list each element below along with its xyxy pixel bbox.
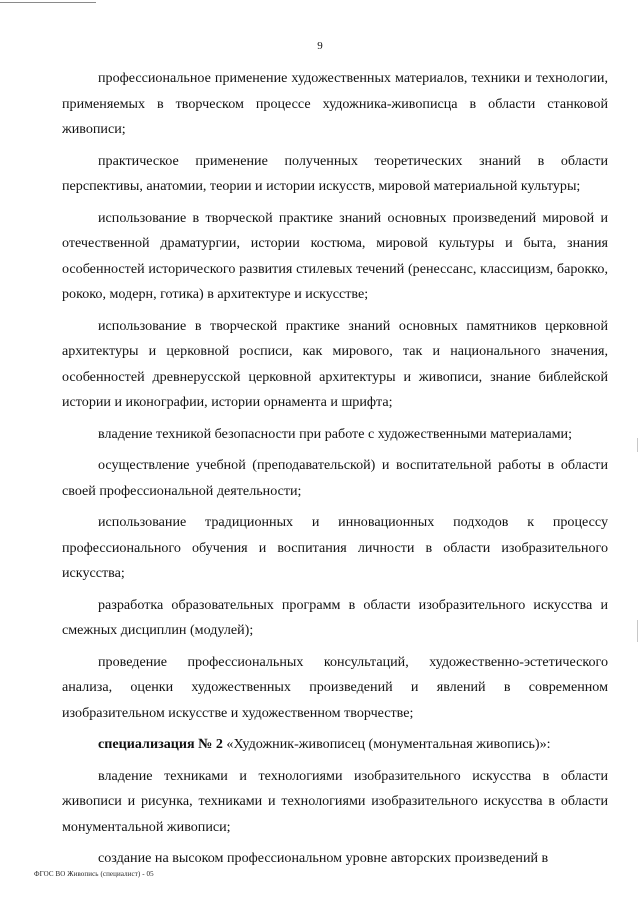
page-footer: ФГОС ВО Живопись (специалист) - 05 [34, 870, 154, 878]
paragraph-7: использование традиционных и инновационных подходов к процессу профессионального обучения и воспитания личности в области изобразительного искусства; [62, 514, 608, 581]
paragraph-2: практическое применение полученных теоретических знаний в области перспективы, анатомии, теории и истории искусств, мировой материальной культуры; [62, 152, 608, 194]
paragraph-1: профессиональное применение художественных материалов, техники и технологии, применяемых в творческом процессе художника-живописца в области станковой живописи; [62, 70, 608, 137]
paragraph-3: использование в творческой практике знаний основных произведений мировой и отечественной драматургии, истории костюма, мировой культуры и быта, знания особенностей исторического развития стилевых течений (ренессанс, классицизм, барокко, рококо, модерн, готика) в архитектуре и искусстве; [62, 209, 608, 302]
document-body [62, 66, 608, 878]
scan-margin-mark [637, 438, 638, 452]
paragraph-9: проведение профессиональных консультаций, художественно-эстетического анализа, оценки художественных произведений и явлений в современном изобразительном искусстве и художественном творчестве; [62, 653, 608, 721]
specialization-heading [62, 732, 608, 758]
specialization-label: специализация № 2 [98, 736, 223, 752]
specialization-title: «Художник-живописец (монументальная живопись)»: [222, 736, 551, 752]
paragraph-6: осуществление учебной (преподавательской) и воспитательной работы в области своей профессиональной деятельности; [62, 457, 608, 499]
paragraph-8: разработка образовательных программ в области изобразительного искусства и смежных дисциплин (модулей); [62, 596, 608, 638]
top-edge-rule [0, 2, 96, 3]
scan-margin-mark [637, 620, 638, 642]
paragraph-5: владение техникой безопасности при работе с художественными материалами; [98, 425, 573, 442]
paragraph-10: владение техниками и технологиями изобразительного искусства в области живописи и рисунка, техниками и технологиями изобразительного искусства в области монументальной живописи; [62, 767, 608, 835]
paragraph-11: создание на высоком профессиональном уровне авторских произведений в [98, 850, 549, 866]
paragraph-4: использование в творческой практике знаний основных памятников церковной архитектуры и церковной росписи, как мирового, так и национального значения, особенностей древнерусской церковной архитектуры и живописи, знание библейской истории и иконографии, истории орнамента и шрифта; [62, 317, 608, 410]
page-number: 9 [317, 40, 323, 52]
